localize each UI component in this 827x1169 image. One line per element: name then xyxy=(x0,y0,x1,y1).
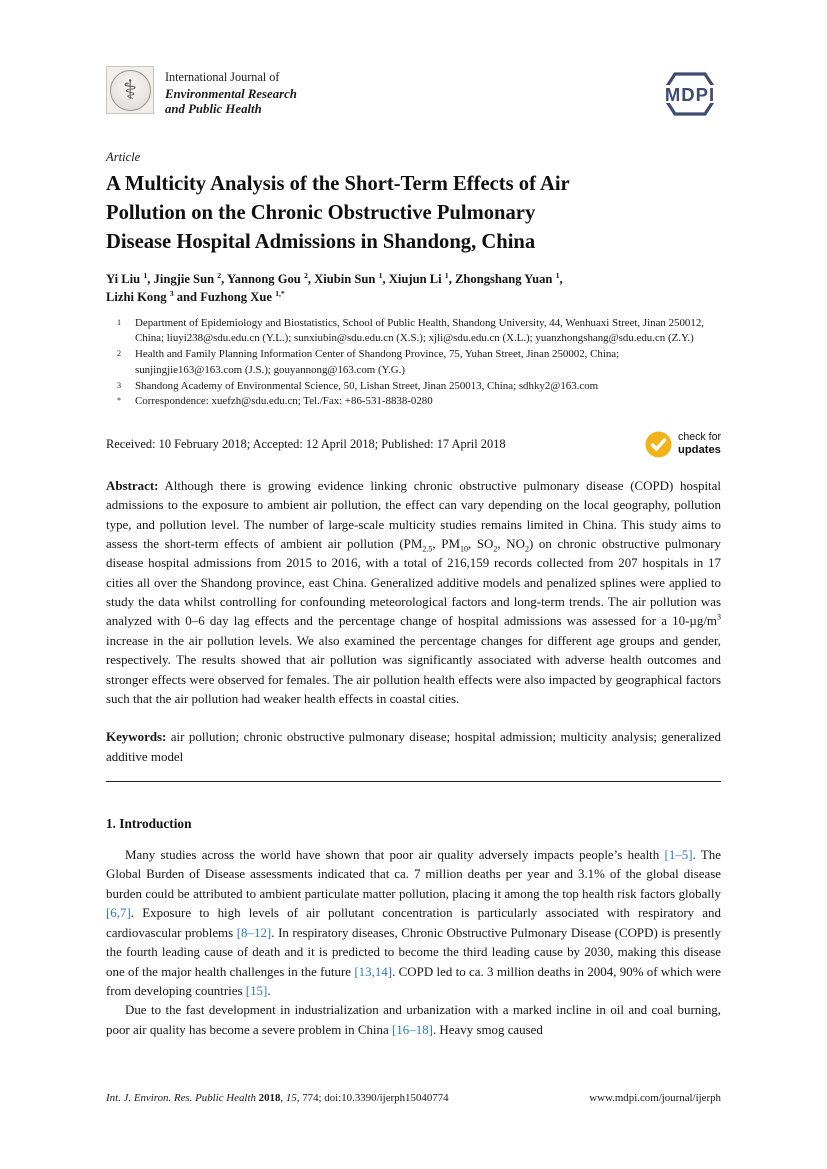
journal-brand xyxy=(106,66,297,117)
journal-name-line1: International Journal of xyxy=(165,70,280,84)
title-line-1: A Multicity Analysis of the Short-Term Effects of Air xyxy=(106,173,570,195)
mdpi-logo xyxy=(659,71,721,122)
correspondence-marker: * xyxy=(117,396,122,406)
author-list: Yi Liu $^1$, Jingjie Sun $^2$, Yannong Gou $^2$, Xiubin Sun $^1$, Xiujun Li $^1$, Zhongshang Yuan $^1$, Lizhi Kong $^3$ and Fuzhong Xue $^{1,*}$ xyxy=(106,271,563,305)
journal-name xyxy=(165,66,297,117)
mdpi-logo-text: MDPI xyxy=(664,84,716,105)
correspondence-text: Correspondence: xuefzh@sdu.edu.cn; Tel./Fax: +86-531-8838-0280 xyxy=(135,395,433,408)
affiliation-item xyxy=(106,347,721,378)
citation-link[interactable]: [1–5] xyxy=(664,846,693,862)
page-footer xyxy=(106,1092,721,1104)
affiliation-item xyxy=(106,379,721,395)
affiliations xyxy=(106,316,721,410)
intro-paragraph-2: Due to the fast development in industrialization and urbanization with a marked incline in oil and coal burning, poor air quality has become a severe problem in China [16–18]. Heavy smog caused xyxy=(106,1002,721,1037)
section-divider xyxy=(106,781,721,782)
footer-journal-url[interactable]: www.mdpi.com/journal/ijerph xyxy=(589,1092,721,1104)
affiliation-text: Health and Family Planning Information Center of Shandong Province, 75, Yuhan Street, Jinan 250002, China; sunjingjie163@163.com (J.S.); gouyannong@163.com (Y.G.) xyxy=(135,348,620,376)
badge-text xyxy=(678,432,721,456)
article-title xyxy=(106,170,721,256)
abstract-text: Although there is growing evidence linking chronic obstructive pulmonary disease (COPD) hospital admissions to the exposure to ambient air pollution, the effect can vary depending on the local geography, pollution type, and pollution level. The number of large-scale multicity studies remains limited in China. This study aims to assess the short-term effects of ambient air pollution ($PM_{2.5}$, $PM_{10}$, $SO_2$, $NO_2$) on chronic obstructive pulmonary disease hospital admissions from 2015 to 2016, with a total of 216,159 records collected from 207 hospitals in 17 cities all over the Shandong province, east China. Generalized additive models and penalized splines were applied to study the data whilst controlling for confounding meteorological factors and long-term trends. The air pollution was analyzed with 0–6 day lag effects and the percentage change of hospital admissions was assessed for a $10-\mu g/m^3$ increase in the air pollution levels. We also examined the percentage changes for different age groups and gender, respectively. The results showed that air pollution was significantly associated with adverse health outcomes and stronger effects were observed for females. The air pollution health effects were also impacted by geographical factors such that the air pollution had weaker health effects in coastal cities. xyxy=(106,477,722,706)
keywords-text: air pollution; chronic obstructive pulmonary disease; hospital admission; multicity analysis; generalized additive model xyxy=(106,729,721,764)
affiliation-text: Shandong Academy of Environmental Science, 50, Lishan Street, Jinan 250013, China; sdhky2@163.com xyxy=(135,379,599,392)
intro-paragraph-1: Many studies across the world have shown that poor air quality adversely impacts people’s health [1–5]. The Global Burden of Disease assessments indicated that ca. 7 million deaths per year and 3.1% of the global disease burden could be attributed to ambient particulate matter pollution, placing it among the top health risk factors globally [6,7]. Exposure to high levels of air pollutant concentration is particularly associated with respiratory and cardiovascular problems [8–12]. In respiratory diseases, Chronic Obstructive Pulmonary Disease (COPD) is presently the fourth leading cause of death and it is predicted to become the third leading cause by 2030, making this disease one of the major health challenges in the future [13,14]. COPD led to ca. 3 million deaths in 2004, 90% of which were from developing countries [15]. xyxy=(106,846,722,998)
keywords-label: Keywords: xyxy=(106,729,167,745)
abstract-label: Abstract: xyxy=(106,477,159,493)
section-heading-introduction: 1. Introduction xyxy=(106,815,192,831)
citation-link[interactable]: [6,7] xyxy=(106,905,131,921)
footer-citation: Int. J. Environ. Res. Public Health 2018, 15, 774; doi:10.3390/ijerph15040774 xyxy=(106,1092,449,1104)
affiliation-item xyxy=(106,316,721,347)
dates-line: Received: 10 February 2018; Accepted: 12 April 2018; Published: 17 April 2018 xyxy=(106,436,506,451)
badge-line1: check for xyxy=(678,431,721,444)
affiliation-marker: 2 xyxy=(117,349,122,359)
badge-line2: updates xyxy=(678,444,721,457)
affiliation-marker: 1 xyxy=(117,317,122,327)
citation-link[interactable]: [15] xyxy=(245,982,268,998)
journal-name-line2: Environmental Research xyxy=(165,87,297,101)
dates-row xyxy=(106,431,721,458)
check-for-updates-badge[interactable] xyxy=(645,431,721,458)
citation-link[interactable]: [13,14] xyxy=(354,963,393,979)
citation-link[interactable]: [8–12] xyxy=(236,924,272,940)
keywords xyxy=(106,727,721,766)
affiliation-text: Department of Epidemiology and Biostatistics, School of Public Health, Shandong University, 44, Wenhuaxi Street, Jinan 250012, China; liuyi238@sdu.edu.cn (Y.L.); sunxiubin@sdu.edu.cn (X.S.); xjli@sdu.edu.cn (X.L.); yuanzhongshang@sdu.edu.cn (Z.Y.) xyxy=(135,316,704,345)
caduceus-icon: ⚕ xyxy=(110,70,151,111)
title-line-3: Disease Hospital Admissions in Shandong, China xyxy=(106,230,536,253)
journal-header xyxy=(106,66,721,122)
citation-link[interactable]: [16–18] xyxy=(391,1021,433,1037)
abstract xyxy=(106,476,721,708)
affiliation-marker: 3 xyxy=(117,380,122,390)
journal-name-line3: and Public Health xyxy=(165,102,262,117)
title-line-2: Pollution on the Chronic Obstructive Pulmonary xyxy=(106,201,536,224)
check-circle-icon xyxy=(645,431,672,458)
journal-logo-icon xyxy=(106,66,154,114)
correspondence-item xyxy=(106,394,721,410)
article-type-label: Article xyxy=(106,150,141,164)
